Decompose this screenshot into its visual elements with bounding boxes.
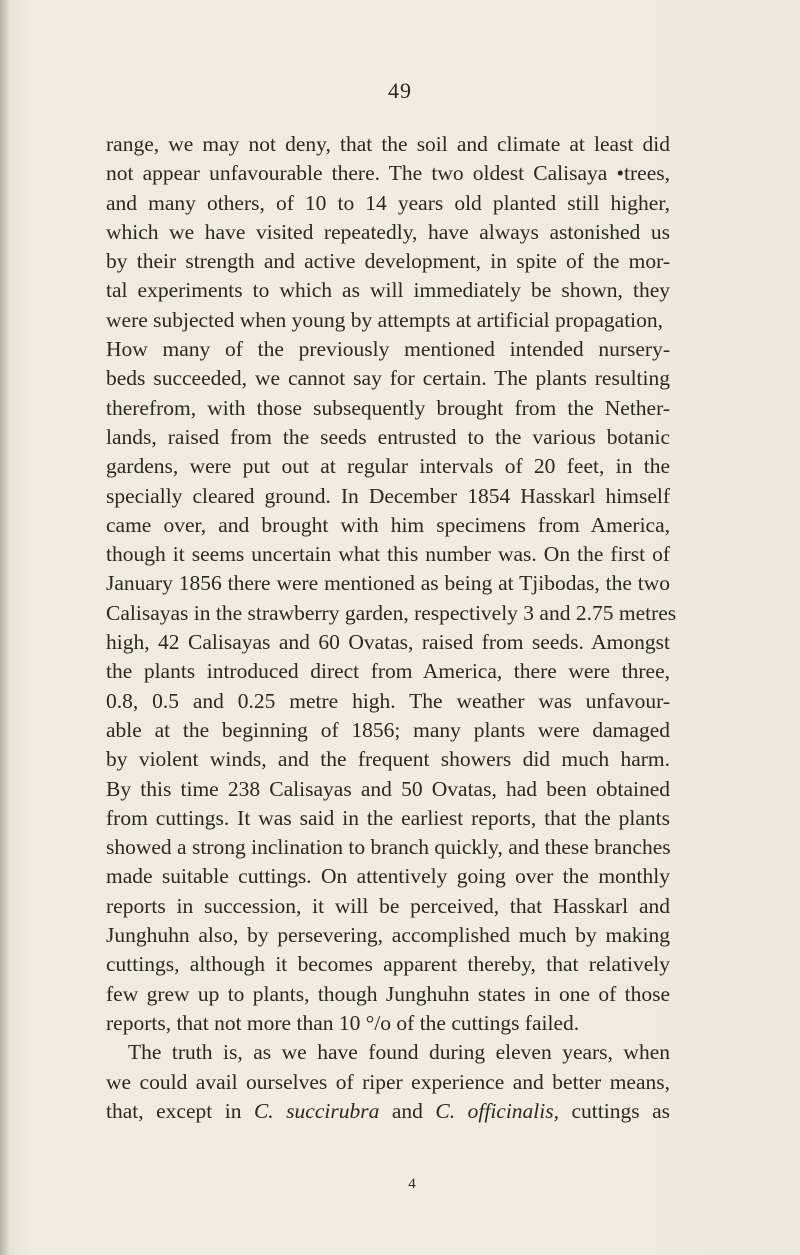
page-number: 49 — [388, 78, 412, 103]
text-line: The truth is, as we have found during eleven years, when — [128, 1040, 670, 1065]
signature-mark — [0, 1176, 800, 1193]
text-line: by violent winds, and the frequent showers did much harm. — [106, 747, 670, 772]
text-line: reports, that not more than 10 °/o of the cuttings failed. — [106, 1010, 580, 1035]
text-line: able at the beginning of 1856; many plants were damaged — [106, 717, 670, 742]
text-line: high, 42 Calisayas and 60 Ovatas, raised from seeds. Amongst — [106, 630, 670, 655]
text-fragment: that, except in — [106, 1098, 254, 1123]
text-line: were subjected when young by attempts at artificial propagation, — [106, 307, 664, 332]
text-line: lands, raised from the seeds entrusted to the various botanic — [106, 424, 670, 449]
binding-shadow — [0, 0, 10, 1255]
text-line: came over, and brought with him specimens from America, — [106, 512, 670, 537]
text-line: January 1856 there were mentioned as being at Tjibodas, the two — [106, 571, 670, 596]
signature-number: 4 — [408, 1176, 416, 1192]
body-text — [106, 130, 677, 1126]
text-line: Calisayas in the strawberry garden, respectively 3 and 2.75 metres — [106, 600, 677, 625]
text-line: therefrom, with those subsequently brought from the Nether- — [106, 395, 670, 420]
text-line-final — [106, 1097, 670, 1126]
text-line: we could avail ourselves of riper experience and better means, — [106, 1069, 670, 1094]
text-line: few grew up to plants, though Junghuhn states in one of those — [106, 981, 670, 1006]
text-line: How many of the previously mentioned intended nursery- — [106, 337, 670, 362]
text-line: made suitable cuttings. On attentively going over the monthly — [106, 864, 670, 889]
text-line: cuttings, although it becomes apparent thereby, that relatively — [106, 952, 670, 977]
text-line: specially cleared ground. In December 1854 Hasskarl himself — [106, 483, 670, 508]
species-name: C. officinalis, — [435, 1098, 560, 1123]
text-line: though it seems uncertain what this number was. On the first of — [106, 542, 670, 567]
text-line: gardens, were put out at regular intervals of 20 feet, in the — [106, 454, 670, 479]
text-line: Junghuhn also, by persevering, accomplished much by making — [106, 923, 670, 948]
text-fragment: and — [379, 1098, 436, 1123]
text-line: showed a strong inclination to branch quickly, and these branches — [106, 835, 671, 860]
text-line: beds succeeded, we cannot say for certain. The plants resulting — [106, 366, 670, 391]
text-line: the plants introduced direct from America, there were three, — [106, 659, 670, 684]
text-line: range, we may not deny, that the soil and climate at least did — [106, 132, 670, 156]
text-line: tal experiments to which as will immediately be shown, they — [106, 278, 670, 303]
text-line: reports in succession, it will be perceived, that Hasskarl and — [106, 893, 670, 918]
text-line: which we have visited repeatedly, have always astonished us — [106, 219, 670, 244]
text-fragment: cuttings as — [559, 1098, 671, 1123]
text-line: by their strength and active development, in spite of the mor- — [106, 249, 670, 274]
text-line: not appear unfavourable there. The two oldest Calisaya •trees, — [106, 161, 670, 186]
species-name: C. succirubra — [253, 1098, 380, 1123]
text-line: and many others, of 10 to 14 years old planted still higher, — [106, 190, 670, 215]
text-line: By this time 238 Calisayas and 50 Ovatas, had been obtained — [106, 776, 670, 801]
text-line: from cuttings. It was said in the earliest reports, that the plants — [106, 805, 670, 830]
text-line: 0.8, 0.5 and 0.25 metre high. The weather was unfavour- — [106, 688, 670, 713]
